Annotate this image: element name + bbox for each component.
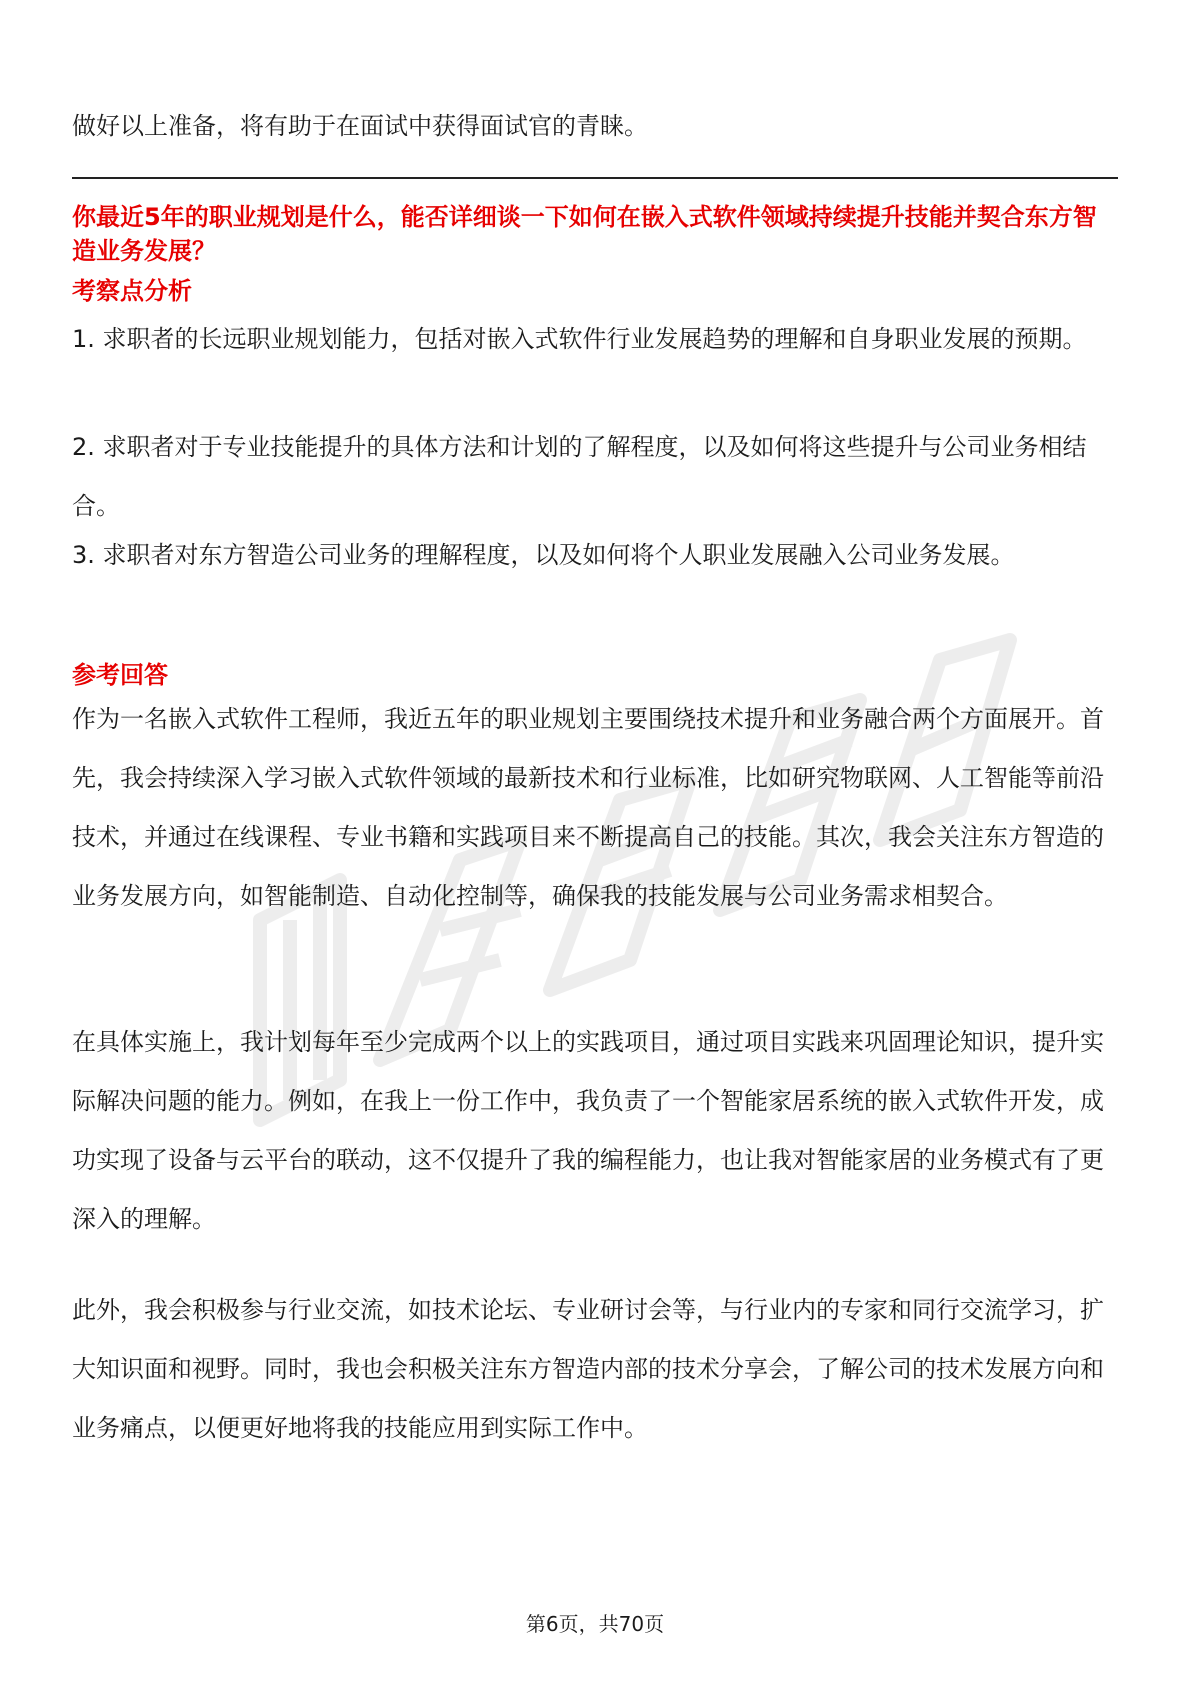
answer-paragraph-2: 在具体实施上，我计划每年至少完成两个以上的实践项目，通过项目实践来巩固理论知识，提升实际解决问题的能力。例如，在我上一份工作中，我负责了一个智能家居系统的嵌入式软件开发，成功实现了设备与云平台的联动，这不仅提升了我的编程能力，也让我对智能家居的业务模式有了更深入的理解。 <box>72 1028 1104 1233</box>
analysis-point-1: 1. 求职者的长远职业规划能力，包括对嵌入式软件行业发展趋势的理解和自身职业发展的预期。 <box>72 325 1087 353</box>
page-number: 第6页，共70页 <box>525 1612 665 1636</box>
intro-text: 做好以上准备，将有助于在面试中获得面试官的青睐。 <box>72 112 648 140</box>
question-title: 你最近5年的职业规划是什么，能否详细谈一下如何在嵌入式软件领域持续提升技能并契合东方智造业务发展？ <box>72 203 1097 265</box>
analysis-point-3: 3. 求职者对东方智造公司业务的理解程度，以及如何将个人职业发展融入公司业务发展。 <box>72 541 1015 569</box>
analysis-heading: 考察点分析 <box>72 277 192 305</box>
answer-heading: 参考回答 <box>72 661 168 689</box>
answer-paragraph-3: 此外，我会积极参与行业交流，如技术论坛、专业研讨会等，与行业内的专家和同行交流学习，扩大知识面和视野。同时，我也会积极关注东方智造内部的技术分享会，了解公司的技术发展方向和业务痛点，以便更好地将我的技能应用到实际工作中。 <box>72 1296 1104 1442</box>
analysis-point-2: 2. 求职者对于专业技能提升的具体方法和计划的了解程度，以及如何将这些提升与公司业务相结合。 <box>72 433 1087 520</box>
divider-line <box>72 177 1118 179</box>
answer-paragraph-1: 作为一名嵌入式软件工程师，我近五年的职业规划主要围绕技术提升和业务融合两个方面展开。首先，我会持续深入学习嵌入式软件领域的最新技术和行业标准，比如研究物联网、人工智能等前沿技术，并通过在线课程、专业书籍和实践项目来不断提高自己的技能。其次，我会关注东方智造的业务发展方向，如智能制造、自动化控制等，确保我的技能发展与公司业务需求相契合。 <box>72 705 1104 910</box>
